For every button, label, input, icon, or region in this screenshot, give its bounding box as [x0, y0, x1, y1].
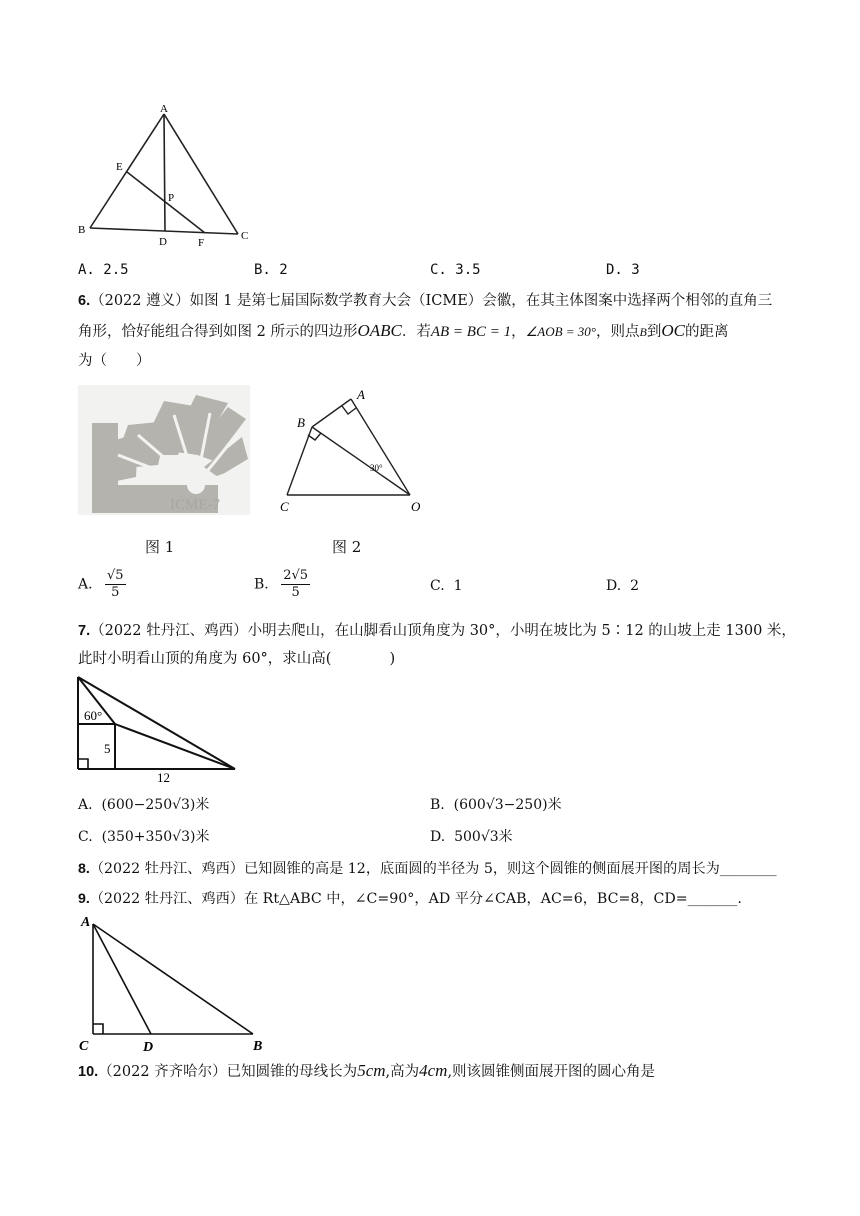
option-value: (600−250√3)米: [101, 797, 210, 813]
q7-option-c[interactable]: [78, 826, 210, 848]
icme-logo-text: ICME-7: [170, 497, 220, 513]
q10-line: [78, 1060, 655, 1083]
question-number: 7.: [78, 623, 91, 639]
option-letter: B.: [254, 262, 271, 278]
question-number: 8.: [78, 861, 90, 877]
fraction: [281, 568, 310, 601]
q6-text: 的距离: [684, 324, 729, 340]
q6-option-c[interactable]: [430, 578, 463, 594]
angle-60: 60°: [84, 708, 103, 723]
question-number: 6.: [78, 293, 91, 309]
option-letter: D.: [430, 829, 446, 845]
denominator: 5: [111, 585, 120, 600]
math-5cm: 5cm: [357, 1061, 386, 1080]
q7-mountain-figure: [75, 673, 240, 783]
label-12: 12: [157, 770, 170, 783]
label-A: A: [81, 915, 91, 930]
label-E: E: [116, 161, 123, 173]
label-D: D: [159, 236, 167, 248]
numerator: √5: [107, 568, 124, 583]
q9-right-triangle-figure: [75, 912, 275, 1052]
math-OC: OC: [661, 321, 685, 340]
option-letter: D.: [606, 262, 623, 278]
q6-option-a[interactable]: [78, 568, 126, 601]
q9-text: （2022 牡丹江、鸡西）在 Rt△ABC 中，∠C=90°，AD 平分∠CAB，AC=6，BC=8，CD=_______.: [89, 891, 742, 907]
q10-text: （2022 齐齐哈尔）已知圆锥的母线长为: [98, 1064, 358, 1080]
option-letter: B.: [254, 576, 269, 593]
icme-logo-image: [78, 385, 250, 515]
option-value: 3.5: [455, 262, 481, 278]
option-value: (600√3−250)米: [453, 797, 562, 813]
option-letter: C.: [430, 262, 447, 278]
label-O: O: [411, 499, 421, 514]
math-4cm: 4cm: [419, 1061, 448, 1080]
label-B: B: [297, 415, 305, 430]
option-letter: A.: [78, 797, 93, 813]
q6-text: ，则点: [596, 324, 640, 340]
math-B: B: [639, 325, 647, 339]
q7-option-d[interactable]: [430, 826, 513, 848]
option-letter: A.: [78, 576, 93, 593]
q6-option-b[interactable]: [254, 568, 310, 601]
q10-text: ,高为: [385, 1064, 420, 1080]
q5-option-c[interactable]: [430, 262, 481, 278]
q6-text: ，: [511, 324, 526, 340]
figure2-caption: 图 2: [332, 538, 362, 556]
label-F: F: [198, 237, 205, 248]
option-value: (350+350√3)米: [101, 829, 210, 845]
q6-quadrilateral-figure: [275, 385, 435, 520]
q5-option-b[interactable]: [254, 262, 288, 278]
label-C: C: [241, 230, 249, 242]
option-value: 1: [453, 578, 463, 594]
denominator: 5: [291, 585, 300, 600]
option-value: 3: [631, 262, 640, 278]
numerator: 2√5: [283, 568, 309, 583]
label-A: A: [160, 103, 168, 115]
q8-line: [78, 858, 777, 880]
option-letter: C.: [430, 578, 445, 594]
q6-text: ．若: [401, 324, 431, 340]
question-number: 9.: [78, 891, 90, 907]
q6-text-line1: （2022 遵义）如图 1 是第七届国际数学教育大会（ICME）会徽，在其主体图案中选择两个相邻的直角三: [90, 293, 773, 309]
angle-30: 30°: [370, 463, 383, 473]
label-D: D: [143, 1040, 154, 1052]
label-B: B: [253, 1039, 263, 1052]
q5-option-d[interactable]: [606, 262, 640, 278]
option-letter: A.: [78, 262, 95, 278]
option-letter: B.: [430, 797, 445, 813]
q7-line1: [78, 620, 796, 642]
q6-option-d[interactable]: [606, 578, 639, 594]
q7-option-b[interactable]: [430, 794, 562, 816]
math-angle-AOB: ∠AOB = 30°: [525, 324, 596, 339]
q7-text-line1: （2022 牡丹江、鸡西）小明去爬山，在山脚看山顶角度为 30°，小明在坡比为 5∶12 的山坡上走 1300 米，: [90, 623, 796, 639]
math-AB-BC: AB = BC = 1: [430, 324, 512, 340]
q6-text: 到: [646, 324, 662, 340]
q7-line2: 此时小明看山顶的角度为 60°，求山高( ): [78, 651, 396, 667]
math-OABC: OABC: [357, 321, 402, 340]
q8-text: （2022 牡丹江、鸡西）已知圆锥的高是 12，底面圆的半径为 5，则这个圆锥的侧面展开图的周长为________: [89, 861, 777, 877]
label-5: 5: [104, 741, 111, 756]
question-number: 10.: [78, 1064, 99, 1080]
q6-line2: [78, 320, 728, 343]
option-value: 500√3米: [454, 829, 513, 845]
q6-text: 角形，恰好能组合得到如图 2 所示的四边形: [78, 324, 358, 340]
q10-text: ,则该圆锥侧面展开图的圆心角是: [447, 1064, 656, 1080]
label-B: B: [78, 224, 86, 236]
q7-option-a[interactable]: [78, 794, 209, 816]
option-value: 2.5: [103, 262, 129, 278]
option-value: 2: [279, 262, 288, 278]
label-C: C: [280, 499, 289, 514]
label-C: C: [79, 1039, 89, 1052]
label-A: A: [357, 387, 365, 402]
fraction: [105, 568, 126, 601]
q5-triangle-figure: [70, 100, 260, 248]
q5-option-a[interactable]: [78, 262, 129, 278]
label-P: P: [168, 192, 175, 204]
q6-line1: [78, 290, 772, 312]
option-letter: D.: [606, 578, 622, 594]
q9-line: [78, 888, 742, 910]
option-value: 2: [630, 578, 640, 594]
figure1-caption: 图 1: [145, 538, 175, 556]
option-letter: C.: [78, 829, 93, 845]
q6-line3: 为（ ）: [78, 353, 151, 369]
